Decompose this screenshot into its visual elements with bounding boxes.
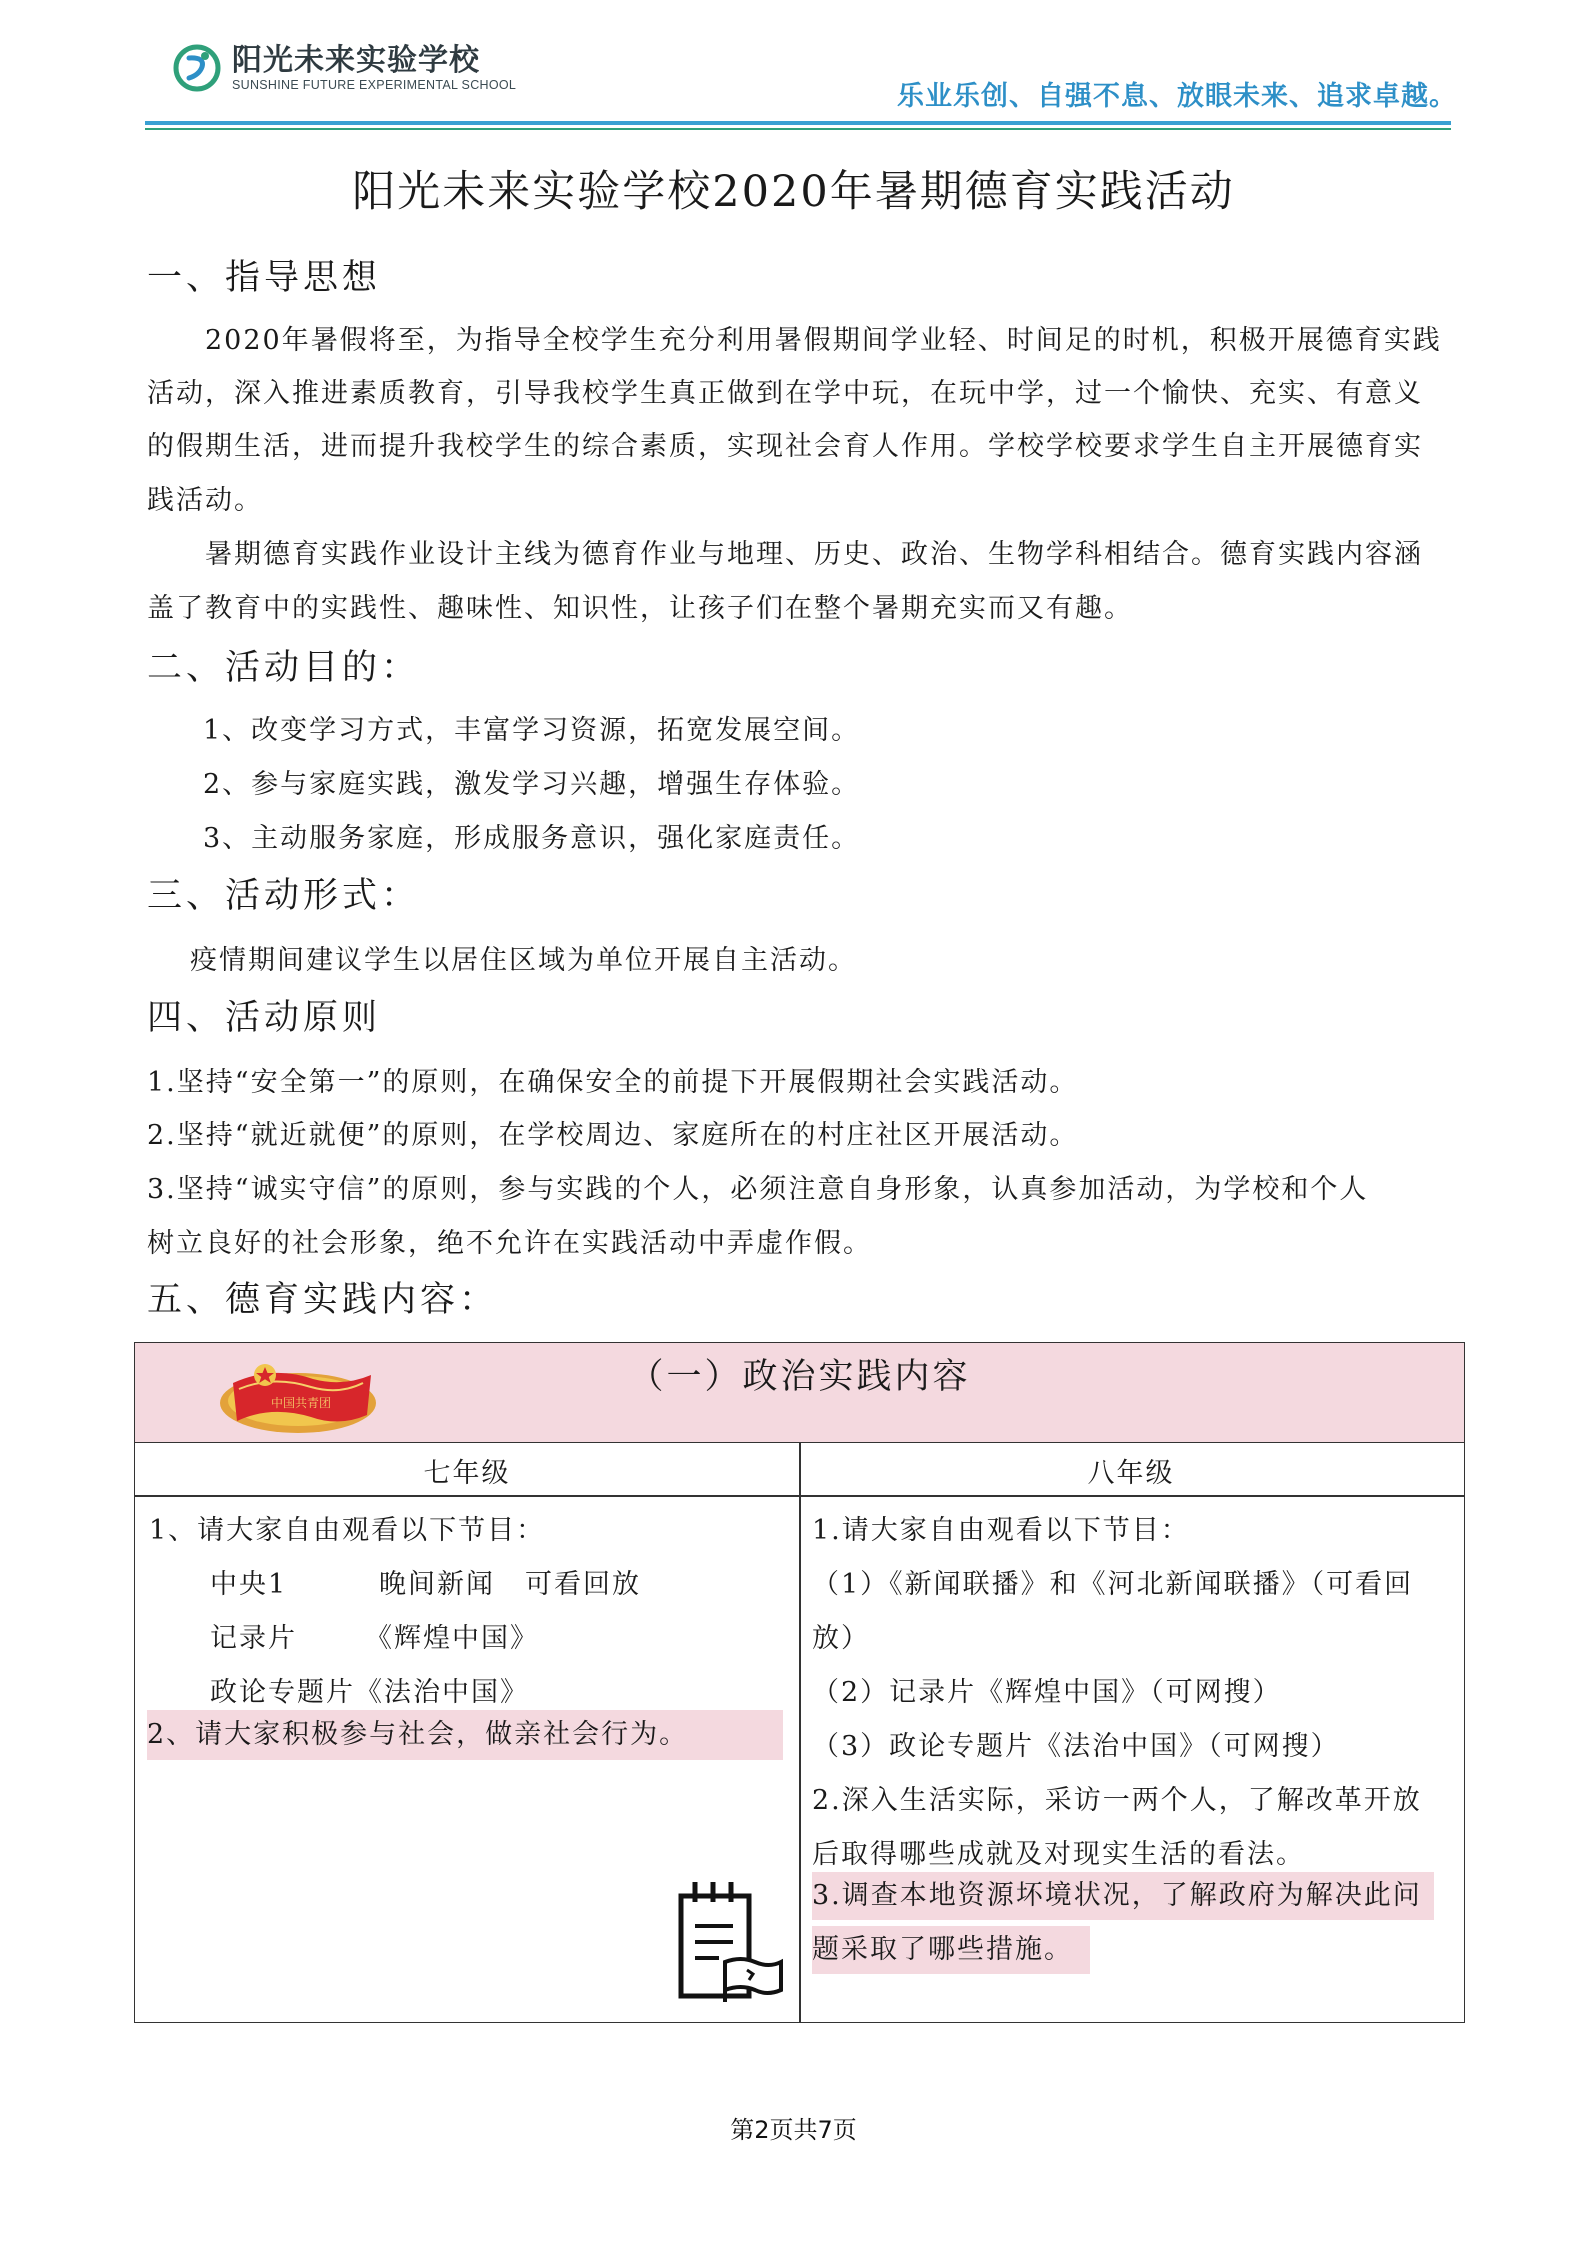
- paragraph-line: 践活动。: [147, 485, 263, 516]
- cell-line: 中央1: [210, 1569, 288, 1600]
- cell-line: 记录片: [210, 1623, 297, 1654]
- paragraph-line: 暑期德育实践作业设计主线为德育作业与地理、历史、政治、生物学科相结合。德育实践内容涵: [205, 539, 1423, 570]
- paragraph-line: 疫情期间建议学生以居住区域为单位开展自主活动。: [190, 945, 857, 976]
- header-divider-secondary: [145, 128, 1451, 130]
- table-header: [135, 1343, 1464, 1443]
- cell-line: 《辉煌中国》: [365, 1623, 539, 1654]
- list-item: 树立良好的社会形象，绝不允许在实践活动中弄虚作假。: [147, 1228, 872, 1259]
- section-heading-form: 三、活动形式：: [147, 876, 421, 916]
- school-motto: 乐业乐创、自强不息、放眼未来、追求卓越。: [897, 81, 1457, 112]
- highlighted-cell-line: 题采取了哪些措施。: [812, 1926, 1090, 1974]
- list-item: 2、参与家庭实践，激发学习兴趣，增强生存体验。: [203, 769, 861, 800]
- school-logo-icon: [172, 43, 222, 93]
- cell-line: 晚间新闻: [379, 1569, 495, 1600]
- cell-line: （1）《新闻联播》和《河北新闻联播》（可看回: [812, 1569, 1414, 1600]
- list-item: 1.坚持“安全第一”的原则，在确保安全的前提下开展假期社会实践活动。: [147, 1067, 1079, 1098]
- header-divider: [145, 121, 1451, 125]
- paragraph-line: 活动，深入推进素质教育，引导我校学生真正做到在学中玩，在玩中学，过一个愉快、充实、有意义: [147, 378, 1423, 409]
- cell-line: 后取得哪些成就及对现实生活的看法。: [812, 1839, 1305, 1870]
- document-title: 阳光未来实验学校2020年暑期德育实践活动: [352, 167, 1235, 217]
- svg-text:中国共青团: 中国共青团: [270, 1396, 332, 1410]
- table-title: （一）政治实践内容: [628, 1357, 971, 1397]
- paragraph-line: 的假期生活，进而提升我校学生的综合素质，实现社会育人作用。学校学校要求学生自主开展德育实: [147, 431, 1423, 462]
- highlighted-cell-line: 3.调查本地资源坏境状况，了解政府为解决此问: [812, 1872, 1434, 1920]
- school-name-cn: 阳光未来实验学校: [232, 43, 480, 78]
- list-item: 3、主动服务家庭，形成服务意识，强化家庭责任。: [203, 823, 861, 854]
- section-heading-content: 五、德育实践内容：: [147, 1280, 499, 1320]
- school-name-en: SUNSHINE FUTURE EXPERIMENTAL SCHOOL: [232, 78, 517, 92]
- highlighted-cell-line: 2、请大家积极参与社会，做亲社会行为。: [147, 1710, 783, 1760]
- list-item: 3.坚持“诚实守信”的原则，参与实践的个人，必须注意自身形象，认真参加活动，为学校和个人: [147, 1174, 1369, 1205]
- cell-line: 2.深入生活实际，采访一两个人，了解改革开放: [812, 1785, 1422, 1816]
- cell-line: 放）: [812, 1623, 870, 1654]
- column-header-grade8: 八年级: [1087, 1458, 1175, 1489]
- cell-line: 可看回放: [525, 1569, 641, 1600]
- column-header-grade7: 七年级: [423, 1458, 511, 1489]
- section-heading-purpose: 二、活动目的：: [147, 648, 421, 688]
- section-heading-guiding-thought: 一、指导思想: [147, 258, 382, 298]
- page-number: 第2页共7页: [730, 2116, 857, 2144]
- column-divider: [799, 1442, 801, 2022]
- cell-line: （3）政论专题片《法治中国》（可网搜）: [812, 1731, 1340, 1762]
- paragraph-line: 2020年暑假将至，为指导全校学生充分利用暑假期间学业轻、时间足的时机，积极开展德育实践: [205, 325, 1442, 356]
- cell-line: 政论专题片《法治中国》: [210, 1677, 529, 1708]
- list-item: 2.坚持“就近就便”的原则，在学校周边、家庭所在的村庄社区开展活动。: [147, 1120, 1079, 1151]
- list-item: 1、改变学习方式，丰富学习资源，拓宽发展空间。: [203, 715, 861, 746]
- cell-line: 1、请大家自由观看以下节目：: [149, 1515, 546, 1546]
- document-clipboard-icon: [675, 1878, 785, 2003]
- paragraph-line: 盖了教育中的实践性、趣味性、知识性，让孩子们在整个暑期充实而又有趣。: [147, 593, 1133, 624]
- content-table: [134, 1342, 1465, 2023]
- school-logo: [172, 40, 516, 96]
- cell-line: 1.请大家自由观看以下节目：: [812, 1515, 1190, 1546]
- section-heading-principles: 四、活动原则: [147, 998, 382, 1038]
- cell-line: （2）记录片《辉煌中国》（可网搜）: [812, 1677, 1282, 1708]
